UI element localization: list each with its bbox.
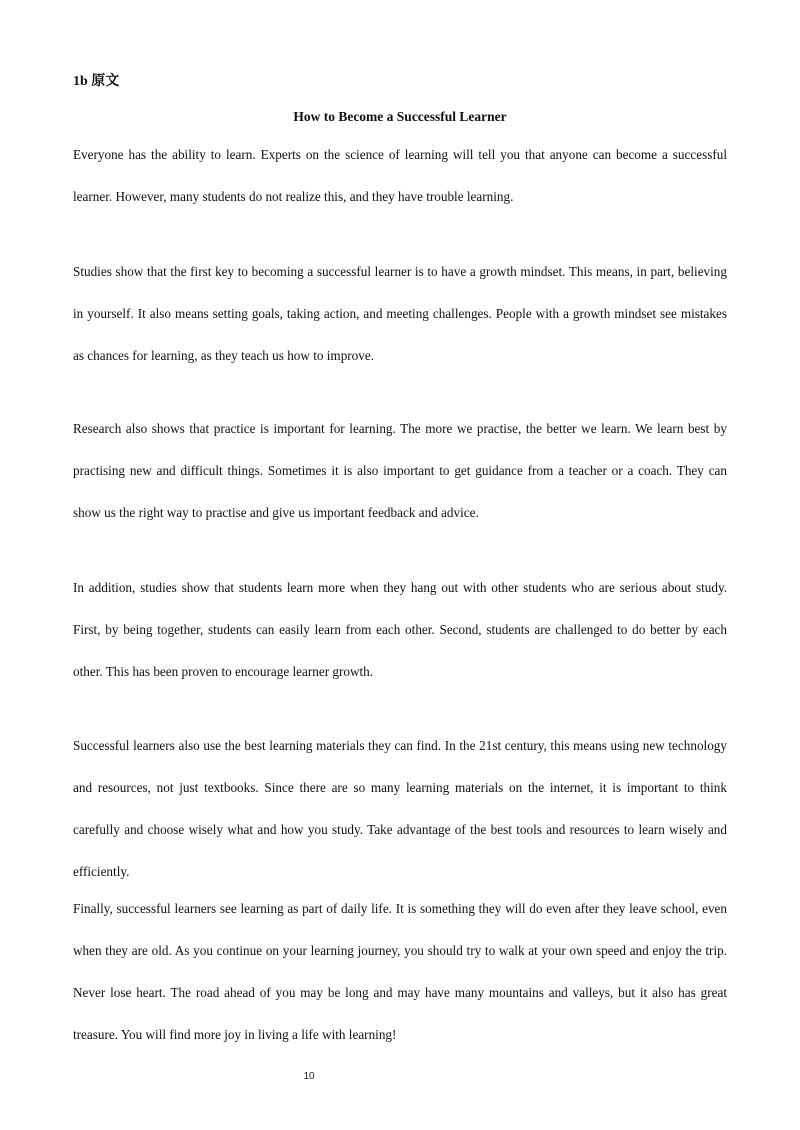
section-label: 1b 原文 — [73, 74, 120, 89]
document-title: How to Become a Successful Learner — [293, 109, 507, 124]
paragraph-1: Everyone has the ability to learn. Experts on the science of learning will tell you that anyone can become a successful learner. However, many students do not realize this, and they have trouble learning. — [73, 147, 727, 204]
paragraph-6: Finally, successful learners see learning as part of daily life. It is something they will do even after they leave school, even when they are old. As you continue on your learning journey, you should try to walk at your own speed and enjoy the trip. Never lose heart. The road ahead of you may be long and may have many mountains and valleys, but it also has great treasure. You will find more joy in living a life with learning! — [73, 901, 727, 1042]
page-number: 10 — [303, 1071, 315, 1082]
paragraph-5: Successful learners also use the best learning materials they can find. In the 21st century, this means using new technology and resources, not just textbooks. Since there are so many learning materials on the internet, it is important to think carefully and choose wisely what and how you study. Take advantage of the best tools and resources to learn wisely and efficiently. — [73, 738, 727, 879]
paragraph-4: In addition, studies show that students learn more when they hang out with other students who are serious about study. First, by being together, students can easily learn from each other. Second, students are challenged to do better by each other. This has been proven to encourage learner growth. — [73, 580, 727, 679]
paragraph-3: Research also shows that practice is important for learning. The more we practise, the better we learn. We learn best by practising new and difficult things. Sometimes it is also important to get guidance from a teacher or a coach. They can show us the right way to practise and give us important feedback and advice. — [73, 421, 727, 520]
paragraph-2: Studies show that the first key to becoming a successful learner is to have a growth mindset. This means, in part, believing in yourself. It also means setting goals, taking action, and meeting challenges. People with a growth mindset see mistakes as chances for learning, as they teach us how to improve. — [73, 264, 727, 363]
